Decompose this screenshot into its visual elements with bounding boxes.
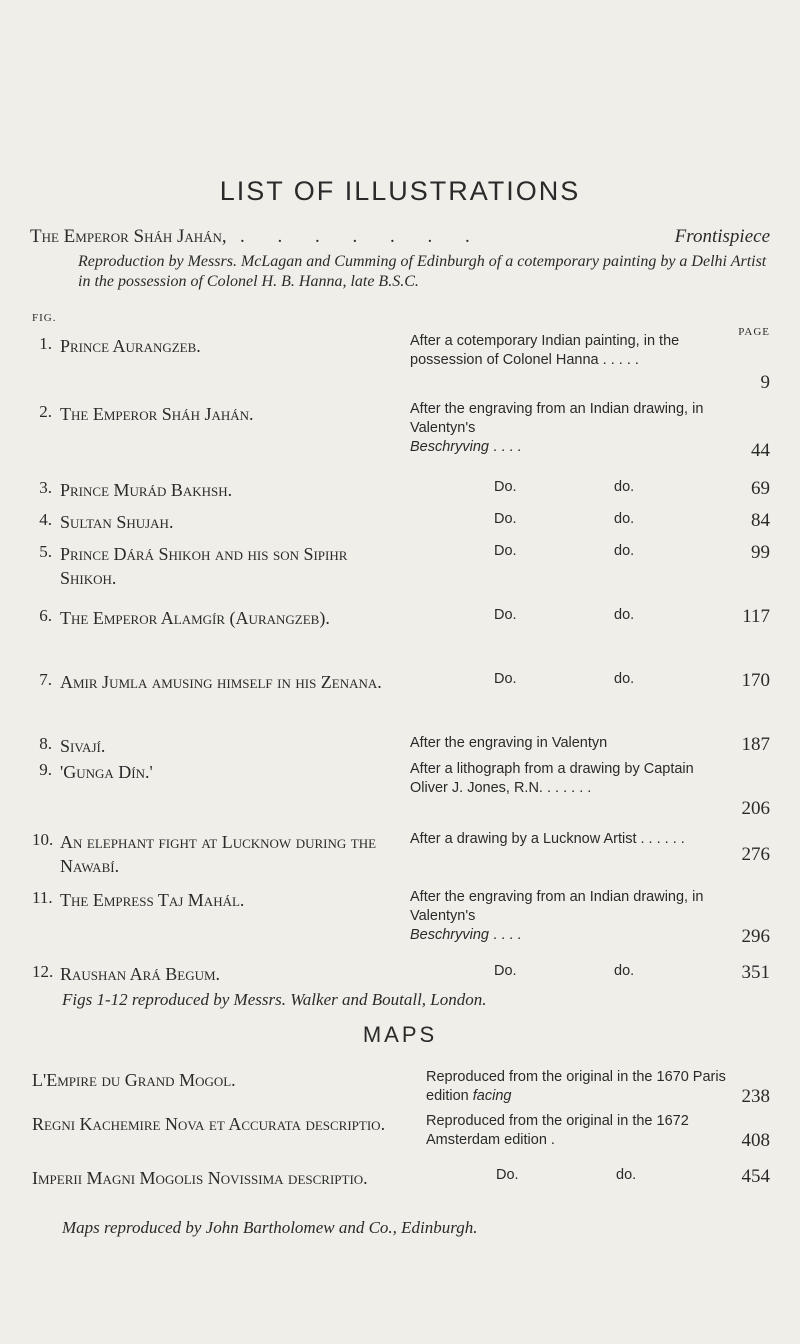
fig-column-header: FIG.	[32, 312, 57, 324]
map-page: 454	[741, 1166, 770, 1187]
map-source: Reproduced from the original in the 1670 Paris edition facing	[426, 1069, 726, 1104]
figure-page: 99	[751, 542, 770, 563]
frontispiece-label: Frontispiece	[674, 226, 770, 247]
figure-entry	[32, 334, 770, 398]
map-page: 408	[741, 1130, 770, 1151]
page-title: LIST OF ILLUSTRATIONS	[219, 176, 581, 206]
figure-number: 3.	[39, 478, 52, 497]
map-name: L'Empire du Grand Mogol.	[32, 1070, 236, 1090]
figure-name: 'Gunga Dín.'	[60, 762, 153, 782]
figure-name: Raushan Ará Begum.	[60, 964, 221, 984]
map-page: 238	[741, 1086, 770, 1107]
figure-entry: 7. Amir Jumla amusing himself in his Zenana. Do. do. 170	[32, 670, 770, 726]
figure-number: 7.	[39, 670, 52, 689]
map-entry	[32, 1112, 770, 1160]
map-name: Regni Kachemire Nova et Accurata descriptio.	[32, 1114, 386, 1134]
page-column-header: PAGE	[738, 326, 770, 338]
map-source: Reproduced from the original in the 1672 Amsterdam edition .	[426, 1113, 689, 1148]
figure-source: After the engraving from an Indian drawing, in Valentyn's Beschryving . . . .	[410, 401, 704, 455]
figure-page: 206	[741, 798, 770, 819]
figure-page: 276	[741, 844, 770, 865]
frontispiece-entry	[30, 226, 770, 292]
figure-page: 296	[741, 926, 770, 947]
figure-page: 187	[741, 734, 770, 755]
figure-name: An elephant fight at Lucknow during the Nawabí.	[60, 832, 377, 876]
figure-name: Amir Jumla amusing himself in his Zenana.	[60, 672, 382, 692]
figure-entry: 4. Sultan Shujah. Do. do. 84	[32, 510, 770, 536]
figure-number: 6.	[39, 606, 52, 625]
figure-number: 10.	[32, 830, 54, 849]
figure-name: Prince Murád Bakhsh.	[60, 480, 233, 500]
figure-entry	[32, 888, 770, 960]
figure-page: 117	[742, 606, 770, 627]
figure-entry: 3. Prince Murád Bakhsh. Do. do. 69	[32, 478, 770, 504]
figure-page: 9	[760, 372, 770, 393]
frontispiece-note: Reproduction by Messrs. McLagan and Cumming of Edinburgh of a cotemporary painting by a Delhi Artist in the possession of Colonel H. B. Hanna, late B.S.C.	[78, 253, 767, 290]
frontispiece-name: The Emperor Sháh Jahán,	[30, 226, 227, 247]
figure-number: 2.	[39, 402, 52, 421]
figure-page: 69	[751, 478, 770, 499]
figure-number: 11.	[32, 888, 53, 907]
maps-heading: MAPS	[362, 1022, 438, 1047]
figure-name: Sivají.	[60, 736, 106, 756]
figure-name: Prince Dárá Shikoh and his son Sipihr Shikoh.	[60, 544, 348, 588]
figure-entry	[32, 760, 770, 826]
figure-entry: 12. Raushan Ará Begum. Do. do. 351	[32, 962, 770, 984]
figure-number: 8.	[39, 734, 52, 753]
figure-source: After the engraving in Valentyn	[410, 735, 608, 751]
frontispiece-dots: . . . . . . .	[240, 226, 484, 247]
figure-number: 12.	[32, 962, 54, 981]
map-entry	[32, 1068, 770, 1108]
figure-name: Sultan Shujah.	[60, 512, 174, 532]
figure-name: The Empress Taj Mahál.	[60, 890, 245, 910]
map-name: Imperii Magni Mogolis Novissima descriptio.	[32, 1168, 368, 1188]
figure-entry	[32, 734, 770, 760]
figure-entry	[32, 402, 770, 482]
figure-source: After a lithograph from a drawing by Captain Oliver J. Jones, R.N. . . . . . .	[410, 761, 694, 796]
figure-page: 170	[741, 670, 770, 691]
figure-page: 351	[741, 962, 770, 983]
figures-credit: Figs 1-12 reproduced by Messrs. Walker and Boutall, London.	[62, 990, 487, 1009]
figure-entry	[32, 830, 770, 886]
figure-entry: 5. Prince Dárá Shikoh and his son Sipihr Shikoh. Do. do. 99	[32, 542, 770, 598]
figure-number: 1.	[39, 334, 52, 353]
figure-source: After the engraving from an Indian drawing, in Valentyn's Beschryving . . . .	[410, 889, 704, 943]
maps-credit: Maps reproduced by John Bartholomew and Co., Edinburgh.	[62, 1218, 478, 1237]
figure-number: 5.	[39, 542, 52, 561]
figure-entry: 6. The Emperor Alamgír (Aurangzeb). Do. do. 117	[32, 606, 770, 662]
figure-name: The Emperor Alamgír (Aurangzeb).	[60, 608, 330, 628]
figure-source: After a cotemporary Indian painting, in the possession of Colonel Hanna . . . . .	[410, 333, 680, 368]
figure-number: 9.	[39, 760, 52, 779]
figure-name: Prince Aurangzeb.	[60, 336, 201, 356]
figure-page: 44	[751, 440, 770, 461]
figure-page: 84	[751, 510, 770, 531]
figure-source: After a drawing by a Lucknow Artist . . . . . .	[410, 831, 685, 847]
map-entry: Imperii Magni Mogolis Novissima descriptio. Do. do. 454	[32, 1166, 770, 1188]
figure-number: 4.	[39, 510, 52, 529]
figure-name: The Emperor Sháh Jahán.	[60, 404, 254, 424]
